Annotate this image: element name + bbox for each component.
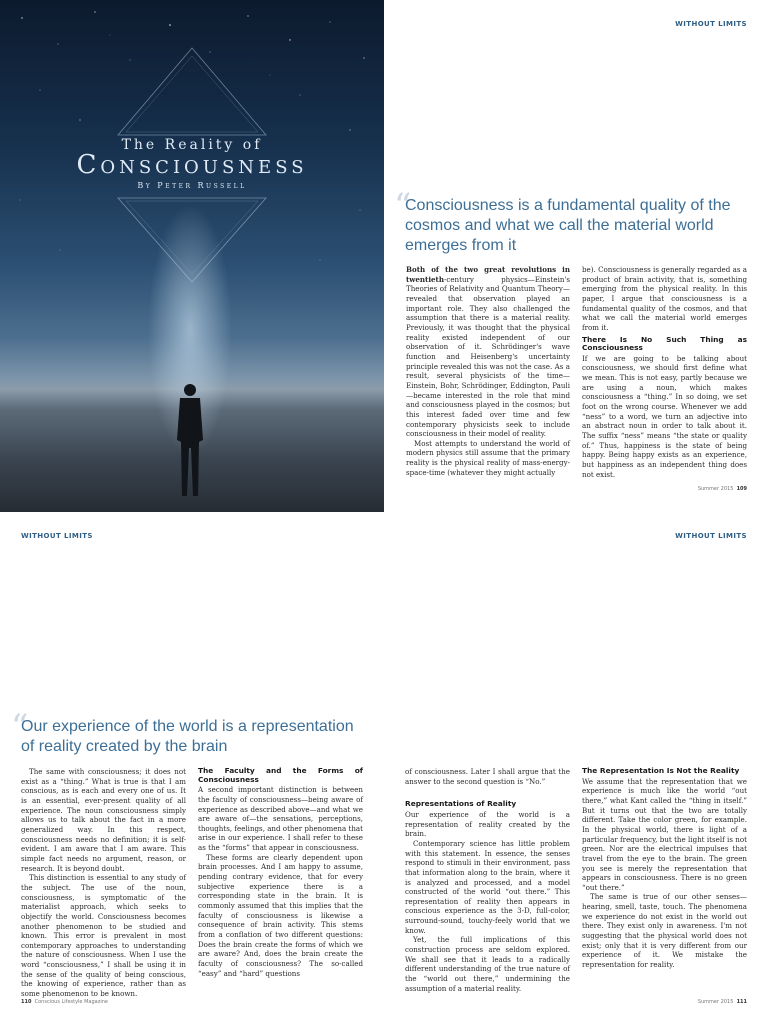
- paragraph: Yet, the full implications of this construction process are seldom explored. We shall see that it leads to a radically different understanding of the true nature of the “world out there,” undermining the assumption of a material reality.: [405, 935, 570, 993]
- footer-season: Summer 2015: [697, 999, 734, 1005]
- hero-byline: By Peter Russell: [137, 181, 247, 190]
- body-column-p111-2: [582, 767, 747, 970]
- page-footer-p110: [21, 999, 108, 1005]
- paragraph: These forms are clearly dependent upon brain processes. And I am happy to assume, pending contrary evidence, that for every subjective experience there is a corresponding state in the brain. It is commonly assumed that this implies that the faculty of consciousness is likewise a consequence of brain activity. This stems from a conflation of two different questions: Does the brain create the forms of which we are aware? And, does the brain create the faculty of consciousness? The so-called “easy” and “hard” questions: [198, 852, 363, 978]
- paragraph: of consciousness. Later I shall argue that the answer to the second question is “No.”: [405, 767, 570, 786]
- section-label-p109: WITHOUT LIMITS: [675, 20, 747, 28]
- page-footer-p109: [698, 486, 747, 492]
- subheading: There Is No Such Thing as Consciousness: [582, 334, 747, 353]
- page-number: 109: [736, 486, 747, 492]
- body-column-p109-2: [582, 265, 747, 479]
- paragraph: Most attempts to understand the world of modern physics still assume that the primary reality is the physical reality of mass-energy-space-time (whatever they might actually: [406, 438, 570, 477]
- paragraph: If we are going to be talking about consciousness, we should first define what we mean. This is not easy, partly because we are using a noun, which makes consciousness a “thing.” In so doing, we set foot on the wrong course. Whenever we add “ness” to a word, we turn an adjective into an abstract noun in order to talk about it. The suffix “ness” means “the state or quality of.” Thus, happiness is the state of being happy. Being happy exists as an experience, but happiness as an independent thing does not exist.: [582, 353, 747, 479]
- body-column-p109-1: [406, 265, 570, 477]
- pull-quote-p110: Our experience of the world is a representation of reality created by the brain: [21, 718, 354, 755]
- quote-mark-icon: “: [394, 186, 412, 226]
- subheading: Representations of Reality: [405, 799, 517, 809]
- paragraph: Our experience of the world is a representation of reality created by the brain.: [405, 809, 570, 839]
- body-column-p110-2: [198, 767, 363, 978]
- section-label-p110: WITHOUT LIMITS: [21, 532, 93, 540]
- paragraph: We assume that the representation that we experience is much like the world “out there,” what Kant called the “thing in itself.” But it turns out that the two are totally different. Take the color green, for example. In the physical world, there is light of a particular frequency, but the light itself is not green. Nor are the electrical impulses that travel from the eye to the brain. The green you see is merely the representation that appears in consciousness. There is no green “out there.”: [582, 776, 747, 892]
- page-number: 110: [21, 999, 32, 1005]
- paragraph: This distinction is essential to any study of the subject. The use of the noun, consciousness, is symptomatic of the materialist approach, which seeks to objectify the world. Consciousness becomes another phenomenon to be studied and known. This error is prevalent in most contemporary approaches to understanding the nature of consciousness. When I use the word “consciousness,” I shall be using it in the sense of the quality of being conscious, the knowing of experience, rather than as some phenomenon to be known.: [21, 873, 186, 999]
- quote-mark-icon: “: [11, 707, 29, 747]
- paragraph: The same with consciousness; it does not exist as a “thing.” What is true is that I am conscious, as is each and every one of us. It is an essential, ever-present quality of all experience. The noun consciousness simply allows us to talk about the fact in a more generalized way. In this respect, consciousness needs no definition; it is self-evident. I am aware that I am aware. This simple fact needs no argument, reason, or research. It is beyond doubt.: [21, 767, 186, 873]
- page-footer-p111: [698, 999, 747, 1005]
- subheading: The Representation Is Not the Reality: [582, 766, 740, 775]
- subheading: The Faculty and the Forms of Consciousness: [198, 766, 363, 784]
- footer-season: Summer 2015: [697, 486, 734, 492]
- pull-quote-p109: Consciousness is a fundamental quality of the cosmos and what we call the material world emerges from it: [405, 197, 731, 254]
- paragraph: A second important distinction is between the faculty of consciousness—being aware of experience as described above—and what we are aware of—the sensations, perceptions, thoughts, feelings, and other phenomena that arise in our experience. I shall refer to these as the “forms” that appear in consciousness.: [198, 785, 363, 853]
- paragraph: be). Consciousness is generally regarded as a product of brain activity, that is, something emerging from the physical reality. In this paper, I argue that consciousness is a fundamental quality of the cosmos, and that what we call the material world emerges from it.: [582, 265, 747, 332]
- footer-magazine-title: Conscious Lifestyle Magazine: [34, 999, 108, 1005]
- hero-title: Consciousness: [76, 150, 308, 180]
- section-label-p111: WITHOUT LIMITS: [675, 532, 747, 540]
- person-silhouette: [172, 382, 208, 500]
- cover-photo: [0, 0, 384, 512]
- paragraph: Contemporary science has little problem with this statement. In essence, the senses respond to stimuli in their environment, pass that information along to the brain, where it is analyzed and processed, and a model constructed of the world “out there.” This representation of reality then appears in conscious experience as the 3-D, full-color, surround-sound, touchy-feely world that we know.: [405, 838, 570, 935]
- hero-title-prefix: The Reality of: [121, 137, 263, 153]
- body-column-p111-1: [405, 767, 570, 993]
- paragraph: The same is true of our other senses—hearing, smell, taste, touch. The phenomena we experience do not exist in the world out there. They exist only in awareness. I'm not suggesting that the physical world does not exist; only that it is very different from our experience of it. We mistake the representation for reality.: [582, 892, 747, 970]
- body-column-p110-1: [21, 767, 186, 999]
- page-number: 111: [736, 999, 747, 1005]
- paragraph: -century physics—Einstein's Theories of Relativity and Quantum Theory—revealed that observation played an important role. They also challenged the assumption that there is a material reality. Previously, it was thought that the physical reality existed independent of our observation of it. Schrödinger's wave function and Heisenberg's uncertainty principle revealed this was not the case. As a result, several physicists of the time—Einstein, Bohr, Schrödinger, Eddington, Pauli—became interested in the role that mind and consciousness played in the cosmos; but this interest faded over time and few contemporary physicists seek to include consciousness in their model of reality.: [406, 274, 570, 439]
- lead-in: Both of the two great revolutions in twentieth: [406, 265, 570, 284]
